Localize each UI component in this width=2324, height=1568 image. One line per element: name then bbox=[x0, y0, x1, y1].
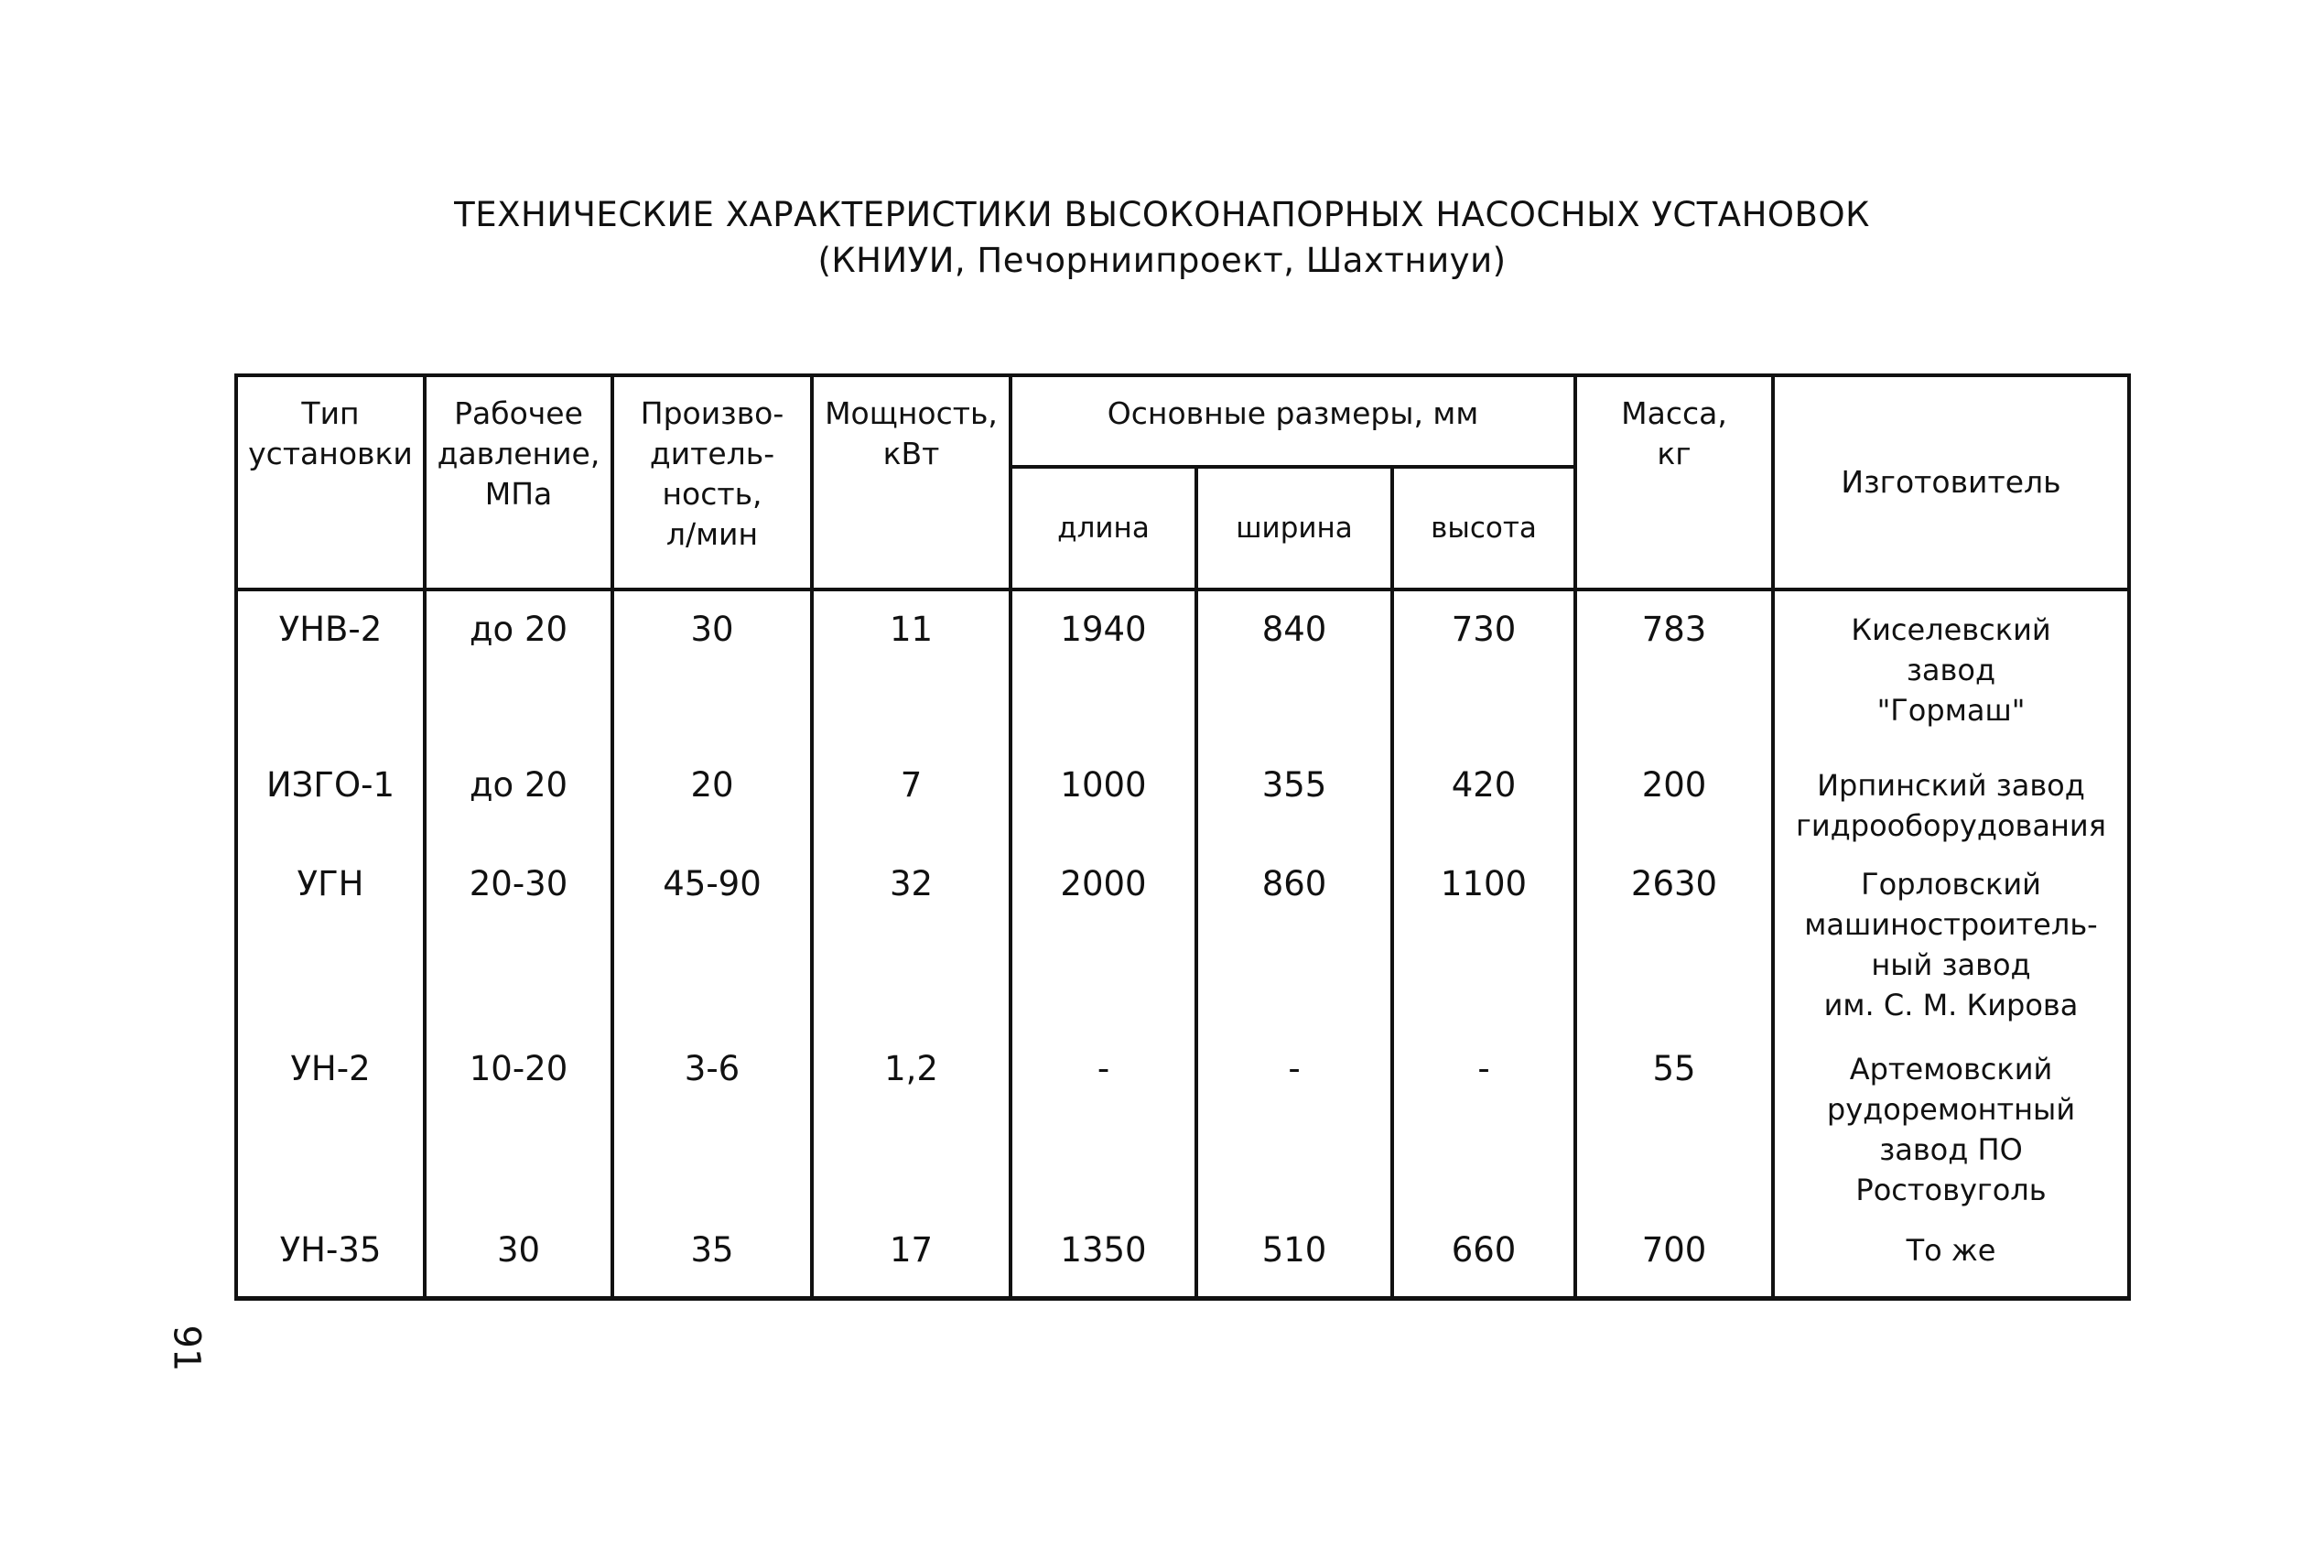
cell-length: 1000 bbox=[1011, 747, 1196, 846]
cell-height: 660 bbox=[1392, 1212, 1575, 1299]
header-maker: Изготовитель bbox=[1773, 375, 2129, 589]
cell-capacity: 30 bbox=[612, 589, 812, 747]
cell-height: 420 bbox=[1392, 747, 1575, 846]
cell-maker bbox=[1773, 1212, 2129, 1299]
header-pressure-line: давление, bbox=[437, 436, 600, 471]
cell-length: 1940 bbox=[1011, 589, 1196, 747]
cell-power: 7 bbox=[812, 747, 1011, 846]
cell-pressure: до 20 bbox=[425, 589, 612, 747]
cell-mass: 55 bbox=[1575, 1031, 1773, 1212]
cell-width: 355 bbox=[1196, 747, 1392, 846]
cell-width: - bbox=[1196, 1031, 1392, 1212]
specs-table-wrapper bbox=[234, 373, 2127, 1301]
maker-line: рудоремонтный bbox=[1826, 1092, 2076, 1127]
header-pressure-line: Рабочее bbox=[454, 395, 583, 431]
header-width: ширина bbox=[1196, 467, 1392, 589]
table-body bbox=[236, 589, 2129, 1299]
cell-type: ИЗГО-1 bbox=[236, 747, 425, 846]
maker-line: машиностроитель- bbox=[1804, 907, 2098, 942]
header-type-line: Тип bbox=[301, 395, 360, 431]
cell-length: - bbox=[1011, 1031, 1196, 1212]
cell-mass: 200 bbox=[1575, 747, 1773, 846]
maker-line: Ирпинский завод bbox=[1817, 768, 2085, 803]
cell-type: УН-35 bbox=[236, 1212, 425, 1299]
title-line-1: ТЕХНИЧЕСКИЕ ХАРАКТЕРИСТИКИ ВЫСОКОНАПОРНЫХ НАСОСНЫХ УСТАНОВОК bbox=[454, 195, 1870, 234]
cell-maker bbox=[1773, 747, 2129, 846]
cell-type: УГН bbox=[236, 846, 425, 1031]
header-type bbox=[236, 375, 425, 589]
cell-mass: 700 bbox=[1575, 1212, 1773, 1299]
cell-capacity: 45-90 bbox=[612, 846, 812, 1031]
cell-pressure: 10-20 bbox=[425, 1031, 612, 1212]
header-pressure bbox=[425, 375, 612, 589]
table-row bbox=[236, 747, 2129, 846]
cell-width: 510 bbox=[1196, 1212, 1392, 1299]
maker-line: Ростовуголь bbox=[1855, 1173, 2047, 1207]
header-length: длина bbox=[1011, 467, 1196, 589]
cell-height: - bbox=[1392, 1031, 1575, 1212]
maker-line: ный завод bbox=[1871, 947, 2031, 982]
cell-maker bbox=[1773, 589, 2129, 747]
document-title bbox=[0, 192, 2324, 284]
cell-pressure: 30 bbox=[425, 1212, 612, 1299]
title-line-2: (КНИУИ, Печорниипроект, Шахтниуи) bbox=[817, 241, 1507, 280]
cell-type: УН-2 bbox=[236, 1031, 425, 1212]
cell-pressure: до 20 bbox=[425, 747, 612, 846]
cell-capacity: 20 bbox=[612, 747, 812, 846]
maker-line: Горловский bbox=[1861, 867, 2041, 902]
cell-mass: 2630 bbox=[1575, 846, 1773, 1031]
table-row bbox=[236, 589, 2129, 747]
header-height: высота bbox=[1392, 467, 1575, 589]
cell-power: 11 bbox=[812, 589, 1011, 747]
maker-line: Артемовский bbox=[1849, 1052, 2053, 1087]
cell-height: 730 bbox=[1392, 589, 1575, 747]
header-capacity-line: л/мин bbox=[665, 516, 759, 552]
maker-line: "Гормаш" bbox=[1876, 693, 2026, 728]
cell-length: 1350 bbox=[1011, 1212, 1196, 1299]
cell-capacity: 3-6 bbox=[612, 1031, 812, 1212]
header-mass bbox=[1575, 375, 1773, 589]
cell-capacity: 35 bbox=[612, 1212, 812, 1299]
header-pressure-line: МПа bbox=[484, 476, 553, 512]
header-power-line: кВт bbox=[882, 436, 940, 471]
header-dimensions: Основные размеры, мм bbox=[1011, 375, 1575, 467]
header-capacity bbox=[612, 375, 812, 589]
cell-power: 17 bbox=[812, 1212, 1011, 1299]
cell-width: 860 bbox=[1196, 846, 1392, 1031]
table-row bbox=[236, 846, 2129, 1031]
maker-line: завод bbox=[1906, 653, 1996, 687]
maker-line: гидрооборудования bbox=[1796, 808, 2106, 843]
cell-power: 32 bbox=[812, 846, 1011, 1031]
header-capacity-line: Произво- bbox=[640, 395, 784, 431]
cell-power: 1,2 bbox=[812, 1031, 1011, 1212]
cell-maker bbox=[1773, 846, 2129, 1031]
table-header bbox=[236, 375, 2129, 589]
header-capacity-line: ность, bbox=[662, 476, 762, 512]
table-row bbox=[236, 1212, 2129, 1299]
maker-line: завод ПО bbox=[1879, 1132, 2023, 1167]
cell-length: 2000 bbox=[1011, 846, 1196, 1031]
header-mass-line: Масса, bbox=[1621, 395, 1727, 431]
maker-line: им. С. М. Кирова bbox=[1823, 988, 2079, 1022]
cell-type: УНВ-2 bbox=[236, 589, 425, 747]
header-mass-line: кг bbox=[1657, 436, 1692, 471]
page-number: 91 bbox=[165, 1325, 208, 1372]
header-power-line: Мощность, bbox=[825, 395, 998, 431]
cell-pressure: 20-30 bbox=[425, 846, 612, 1031]
header-capacity-line: дитель- bbox=[649, 436, 775, 471]
header-type-line: установки bbox=[248, 436, 413, 471]
cell-maker bbox=[1773, 1031, 2129, 1212]
cell-width: 840 bbox=[1196, 589, 1392, 747]
header-power bbox=[812, 375, 1011, 589]
specs-table bbox=[234, 373, 2131, 1301]
cell-height: 1100 bbox=[1392, 846, 1575, 1031]
maker-line: То же bbox=[1906, 1233, 1996, 1268]
maker-line: Киселевский bbox=[1851, 612, 2051, 647]
table-row bbox=[236, 1031, 2129, 1212]
cell-mass: 783 bbox=[1575, 589, 1773, 747]
